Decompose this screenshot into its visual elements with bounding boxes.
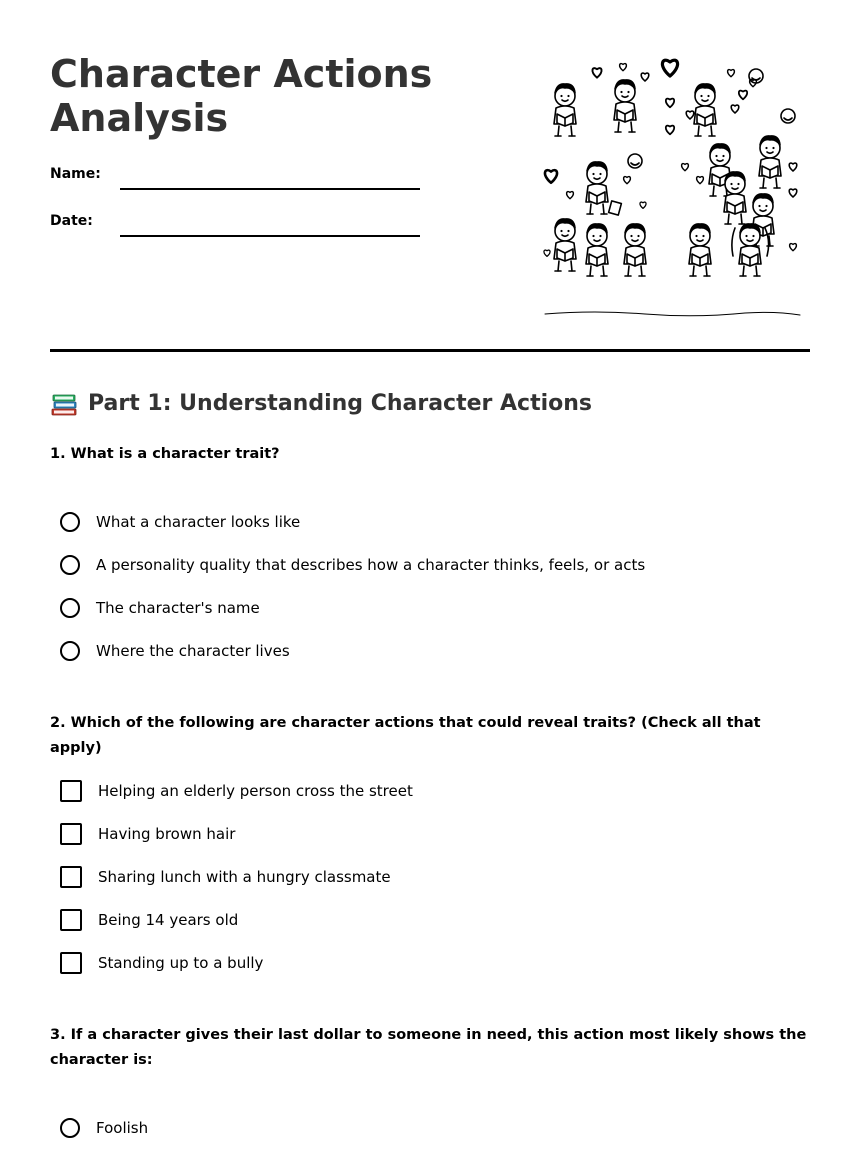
option-label: Helping an elderly person cross the street: [98, 782, 413, 800]
radio-button[interactable]: [60, 1118, 80, 1138]
option-label: Foolish: [96, 1119, 149, 1137]
q3-option-1[interactable]: [60, 1115, 148, 1141]
q2-option-2[interactable]: [60, 821, 235, 847]
option-label: What a character looks like: [96, 513, 301, 531]
checkbox[interactable]: [60, 909, 82, 931]
question-1: 1. What is a character trait?: [50, 446, 280, 462]
option-label: Standing up to a bully: [98, 954, 264, 972]
option-label: Being 14 years old: [98, 911, 239, 929]
radio-button[interactable]: [60, 641, 80, 661]
q1-option-4[interactable]: [60, 638, 290, 664]
question-3: 3. If a character gives their last dollar to someone in need, this action most likely shows the character is:: [50, 1027, 807, 1068]
name-label: Name:: [50, 166, 101, 182]
q2-option-1[interactable]: [60, 778, 413, 804]
q2-option-4[interactable]: [60, 907, 238, 933]
books-icon: [50, 391, 78, 417]
q2-option-3[interactable]: [60, 864, 391, 890]
q1-option-2[interactable]: [60, 552, 645, 578]
name-line[interactable]: [120, 188, 420, 190]
date-field[interactable]: [50, 213, 420, 243]
worksheet-title: Character Actions Analysis: [50, 52, 433, 140]
checkbox[interactable]: [60, 780, 82, 802]
section-divider: [50, 349, 810, 352]
option-label: Having brown hair: [98, 825, 236, 843]
radio-button[interactable]: [60, 555, 80, 575]
part1-heading: [50, 390, 592, 418]
checkbox[interactable]: [60, 823, 82, 845]
name-field[interactable]: [50, 166, 420, 196]
option-label: Where the character lives: [96, 642, 290, 660]
option-label: Sharing lunch with a hungry classmate: [98, 868, 391, 886]
q2-option-5[interactable]: [60, 950, 263, 976]
checkbox[interactable]: [60, 952, 82, 974]
checkbox[interactable]: [60, 866, 82, 888]
part1-heading-text: Part 1: Understanding Character Actions: [88, 391, 593, 416]
date-line[interactable]: [120, 235, 420, 237]
option-label: A personality quality that describes how a character thinks, feels, or acts: [96, 556, 646, 574]
option-label: The character's name: [96, 599, 260, 617]
radio-button[interactable]: [60, 512, 80, 532]
radio-button[interactable]: [60, 598, 80, 618]
q1-option-3[interactable]: [60, 595, 260, 621]
children-reading-illustration: [535, 56, 810, 321]
q1-option-1[interactable]: [60, 509, 300, 535]
question-2: 2. Which of the following are character actions that could reveal traits? (Check all that apply): [50, 715, 761, 756]
date-label: Date:: [50, 213, 93, 229]
